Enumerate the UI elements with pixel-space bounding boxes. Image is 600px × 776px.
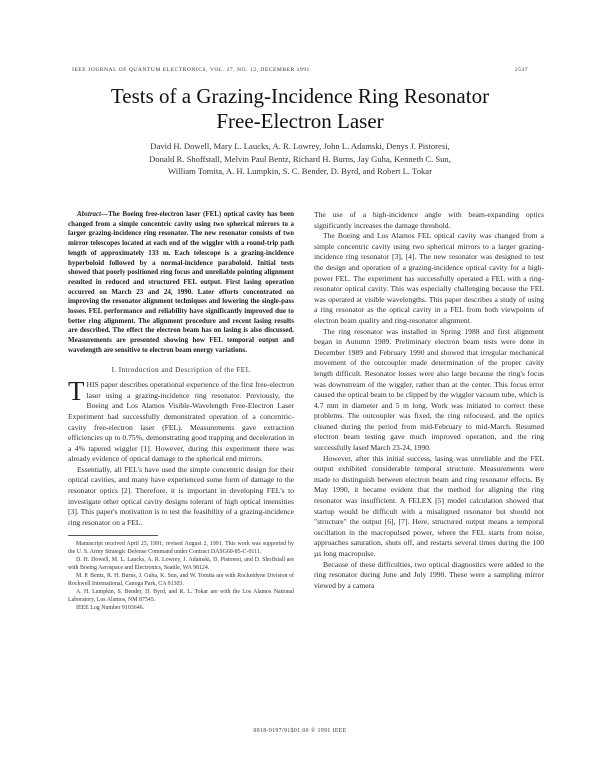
footnote-ieee-log: IEEE Log Number 9103646. [76, 605, 145, 612]
abstract-label: Abstract [77, 210, 102, 218]
abstract-text: —The Boeing free-electron laser (FEL) optical cavity has been changed from a simple concentric cavity using two spherical mirrors to a larger grazing-incidence ring resonator. The new resonator consists of two mirror telescopes located at each end of the wiggler with a round-trip path length of approximately 133 m. Each telescope is a grazing-incidence hyperboloid followed by a normal-incidence paraboloid. Initial tests showed that poorly positioned ring focus and unreliable pointing alignment resulted in reduced and structured FEL output. First lasing operation occurred on March 23 and 24, 1990. Later efforts concentrated on improving the resonator alignment techniques and lowering the single-pass losses. FEL performance and reliability have significantly improved due to better ring alignment. The alignment procedure and recent lasing results are described. The effect the electron beam has on lasing is also discussed. Measurements are presented showing how FEL temporal output and wavelength are sensitive to electron beam energy variations. [68, 210, 294, 354]
footnote-manuscript: Manuscript received April 25, 1991; revised August 2, 1991. This work was supported by the U. S. Army Strategic Defense Command under Contract DASG60-85-C-0111. [68, 541, 294, 556]
authors-line-1: David H. Dowell, Mary L. Laucks, A. R. Lowrey, John L. Adamski, Denys J. Pistoresi, [150, 141, 450, 151]
title-line-1: Tests of a Grazing-Incidence Ring Resonator [110, 84, 490, 108]
left-column [68, 210, 294, 612]
abstract [68, 210, 294, 356]
author-list [110, 140, 490, 178]
paper-title [60, 84, 540, 134]
journal-citation: IEEE JOURNAL OF QUANTUM ELECTRONICS, VOL. 27, NO. 12, DECEMBER 1991 [72, 67, 310, 73]
body-paragraph-0: The use of a high-incidence angle with beam-expanding optics significantly increases the damage threshold. [314, 210, 544, 230]
right-column [314, 210, 544, 591]
footnotes [68, 540, 294, 612]
intro-paragraph-2: Essentially, all FEL's have used the simple concentric design for their optical cavities, and many have experienced some form of damage to the resonator optics [2]. Therefore, it is important in developing FEL's to investigate other optical cavity designs tolerant of high optical intensities [3]. This paper's motivation is to test the feasibility of a grazing-incidence ring resonator on a FEL. [68, 464, 294, 527]
intro-paragraph-1-text: HIS paper describes operational experience of the first free-electron laser using a grazing-incidence ring resonator. Previously, the Boeing and Los Alamos Visible-Wavelength Free-Electron Laser Experiment had successfully demonstrated operation of a concentric-cavity free-electron laser (FEL). Measurements gave extraction efficiencies up to 0.75%, demonstrating good trapping and deceleration in a 4% tapered wiggler [1]. However, during this experiment there was already evidence of optical damage to the spherical end mirrors. [68, 380, 294, 464]
footnote-affiliation-los-alamos: A. H. Lumpkin, S. Bender, D. Byrd, and R. L. Tokar are with the Los Alamos National Laboratory, Los Alamos, NM 87545. [68, 589, 294, 604]
footnote-divider [68, 535, 158, 536]
body-paragraph-1: The Boeing and Los Alamos FEL optical cavity was changed from a simple concentric cavity using two spherical mirrors to a larger grazing-incidence ring resonator [3], [4]. The new resonator was designed to test the design and operation of a grazing-incidence optical cavity for a high-power FEL. The experiment has successfully operated a FEL with a ring-resonator optical cavity. This was especially challenging because the FEL was operated at visible wavelengths. This paper describes a study of using a ring resonator as the optical cavity in a FEL from both viewpoints of electron beam quality and ring-resonator alignment. [314, 231, 544, 325]
footnote-affiliation-boeing: D. H. Dowell, M. L. Laucks, A. R. Lowrey, J. Adamski, D. Pistoresi, and D. Shoffstall are with Boeing Aerospace and Electronics, Seattle, WA 98124. [68, 557, 294, 572]
intro-paragraph-1 [68, 376, 294, 465]
copyright-line: 0018-9197/91$01.00 © 1991 IEEE [253, 728, 347, 734]
section-heading: I. Introduction and Description of the FEL [111, 365, 251, 374]
running-header [72, 67, 528, 77]
page-number: 2537 [514, 67, 528, 73]
authors-line-3: William Tomita, A. H. Lumpkin, S. C. Bender, D. Byrd, and Robert L. Tokar [168, 166, 432, 176]
body-paragraph-4: Because of these difficulties, two optical diagnostics were added to the ring resonator during June and July 1990. These were a sampling mirror viewed by a camera [314, 559, 544, 590]
footnote-affiliation-rocketdyne: M. P. Bentz, R. H. Burns, J. Guha, K. Sun, and W. Tomita are with Rocketdyne Division of Rockwell International, Canoga Park, CA 91303. [68, 573, 294, 588]
authors-line-2: Donald R. Shoffstall, Melvin Paul Bentz, Richard H. Burns, Jay Guha, Kenneth C. Sun, [149, 153, 451, 164]
title-line-2: Free-Electron Laser [216, 109, 384, 133]
body-paragraph-3: However, after this initial success, lasing was unreliable and the FEL output exhibited considerable temporal structure. Measurements were made to distinguish between electron beam and ring resonator effects. By May 1990, it became evident that the method for aligning the ring resonator was insufficient. A FELEX [5] model calculation showed that startup would be difficult with a misaligned resonator but should not "structure" the output [6], [7]. Here, structured output means a temporal oscillation in the macropulsed power, where the FEL starts from noise, approaches saturation, shuts off, and restarts several times during the 100 µs long macropulse. [314, 453, 544, 558]
drop-cap: T [68, 376, 85, 407]
body-paragraph-2: The ring resonator was installed in Spring 1988 and first alignment began in Autumn 1989. Preliminary electron beam tests were done in December 1989 and February 1990 and showed that irregular mechanical movement of the outcoupler made determination of the proper cavity length difficult. Resonator losses were also large because the ring's focus was downstream of the wiggler, rather than at the center. This focus error caused the optical beam to be clipped by the wiggler vacuum tube, which is 4.7 mm in diameter and 5 m long. Work was initiated to correct these problems. The outcoupler was fixed, the ring refocused, and the optics cleaned during the period from mid-February to mid-March. Resumed electron beam testing gave much improved operation, and the ring successfully lased March 23-24, 1990. [314, 326, 544, 453]
